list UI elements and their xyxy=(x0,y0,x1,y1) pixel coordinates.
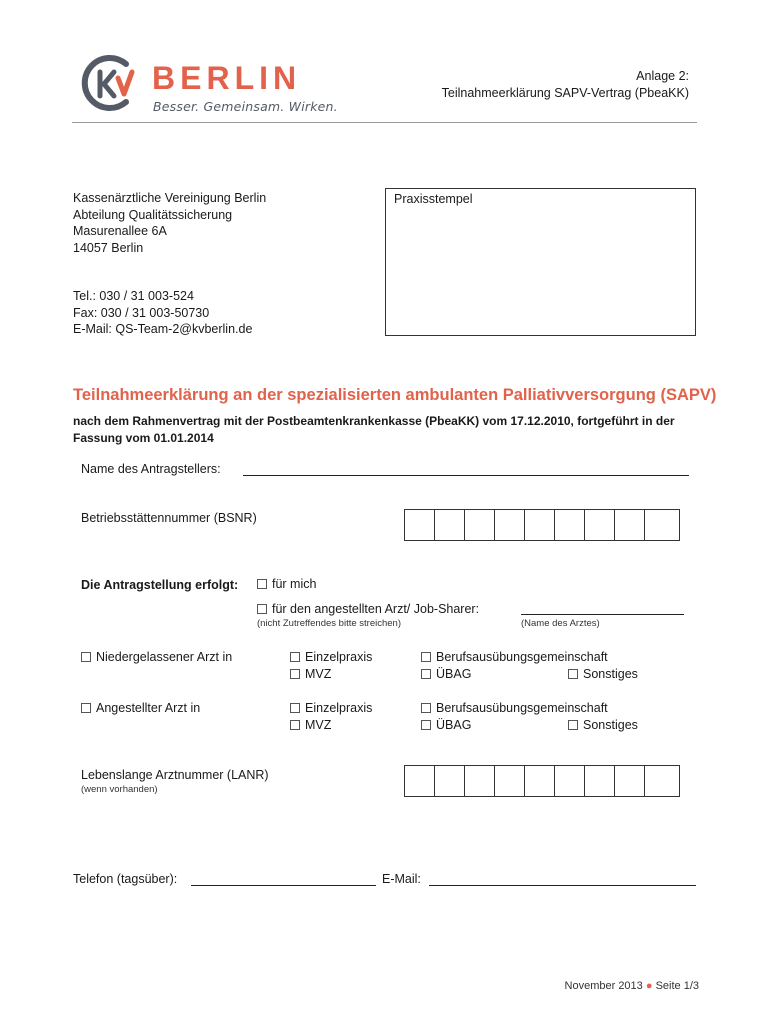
checkbox-bag-2[interactable] xyxy=(421,703,431,713)
bsnr-digit-box[interactable] xyxy=(645,510,675,540)
address-line: Masurenallee 6A xyxy=(73,224,167,238)
doctor-name-field[interactable] xyxy=(521,614,684,615)
lanr-digit-box[interactable] xyxy=(555,766,585,796)
address-line: Abteilung Qualitätssicherung xyxy=(73,207,233,222)
logo-wordmark: BERLIN xyxy=(152,60,302,96)
bsnr-digit-box[interactable] xyxy=(615,510,645,540)
footer-date: November 2013 xyxy=(564,980,643,992)
option-employed-label: für den angestellten Arzt/ Job-Sharer: xyxy=(272,602,480,616)
option-sonstiges-1[interactable] xyxy=(568,667,638,681)
lanr-note: (wenn vorhanden) xyxy=(81,784,158,795)
footer-page-number: Seite 1/3 xyxy=(655,980,699,992)
phone-number: Tel.: 030 / 31 003-524 xyxy=(73,289,194,303)
checkbox-bag-1[interactable] xyxy=(421,652,431,662)
option-mvz-1-label: MVZ xyxy=(305,667,332,681)
phone-field[interactable] xyxy=(191,885,376,886)
lanr-digit-box[interactable] xyxy=(435,766,465,796)
option-uebag-1[interactable] xyxy=(421,667,471,681)
footer-bullet-icon: ● xyxy=(645,980,653,992)
option-bag-1[interactable] xyxy=(421,650,608,664)
lanr-digit-boxes[interactable] xyxy=(404,765,680,797)
lanr-digit-box[interactable] xyxy=(495,766,525,796)
option-uebag-2[interactable] xyxy=(421,718,471,732)
lanr-digit-box[interactable] xyxy=(585,766,615,796)
applicant-name-field[interactable] xyxy=(243,475,689,476)
lanr-digit-box[interactable] xyxy=(525,766,555,796)
contact-block xyxy=(73,288,252,338)
option-bag-2[interactable] xyxy=(421,701,608,715)
checkbox-niedergelassen[interactable] xyxy=(81,652,91,662)
option-uebag-2-label: ÜBAG xyxy=(436,718,472,732)
checkbox-uebag-1[interactable] xyxy=(421,669,431,679)
checkbox-einzelpraxis-2[interactable] xyxy=(290,703,300,713)
bsnr-digit-box[interactable] xyxy=(495,510,525,540)
page-footer xyxy=(565,980,699,992)
lanr-digit-box[interactable] xyxy=(615,766,645,796)
bsnr-digit-boxes[interactable] xyxy=(404,509,680,541)
checkbox-sonstiges-1[interactable] xyxy=(568,669,578,679)
option-sonstiges-2-label: Sonstiges xyxy=(583,718,638,732)
address-line: Kassenärztliche Vereinigung Berlin xyxy=(73,191,267,205)
option-einzelpraxis-1[interactable] xyxy=(290,650,372,664)
option-uebag-1-label: ÜBAG xyxy=(436,667,472,681)
fax-number: Fax: 030 / 31 003-50730 xyxy=(73,305,210,320)
annex-line-1: Anlage 2: xyxy=(636,69,689,83)
checkbox-employed[interactable] xyxy=(257,604,267,614)
bsnr-digit-box[interactable] xyxy=(555,510,585,540)
applicant-name-label: Name des Antragstellers: xyxy=(81,462,221,476)
checkbox-mvz-1[interactable] xyxy=(290,669,300,679)
bsnr-label: Betriebsstättennummer (BSNR) xyxy=(81,511,257,525)
practice-stamp-label: Praxisstempel xyxy=(394,192,473,206)
option-mvz-1[interactable] xyxy=(290,667,331,681)
lanr-digit-box[interactable] xyxy=(405,766,435,796)
lanr-digit-box[interactable] xyxy=(465,766,495,796)
checkbox-angestellt[interactable] xyxy=(81,703,91,713)
annex-line-2: Teilnahmeerklärung SAPV-Vertrag (PbeaKK) xyxy=(441,86,689,100)
page-subtitle: nach dem Rahmenvertrag mit der Postbeamtenkrankenkasse (PbeaKK) vom 17.12.2010, fortgeführt in der Fassung vom 01.01.2014 xyxy=(73,414,675,445)
group-angestellt[interactable] xyxy=(81,701,200,715)
email-address: E-Mail: QS-Team-2@kvberlin.de xyxy=(73,322,253,336)
address-line: 14057 Berlin xyxy=(73,240,144,255)
option-employed[interactable] xyxy=(257,602,479,616)
bsnr-digit-box[interactable] xyxy=(405,510,435,540)
option-bag-1-label: Berufsausübungsgemeinschaft xyxy=(436,650,608,664)
checkbox-einzelpraxis-1[interactable] xyxy=(290,652,300,662)
annex-heading xyxy=(442,68,689,102)
option-self-label: für mich xyxy=(272,577,317,591)
option-mvz-2[interactable] xyxy=(290,718,331,732)
option-einzelpraxis-2-label: Einzelpraxis xyxy=(305,701,373,715)
logo-tagline: Besser. Gemeinsam. Wirken. xyxy=(153,99,338,114)
group-angestellt-label: Angestellter Arzt in xyxy=(96,701,201,715)
strike-note: (nicht Zutreffendes bitte streichen) xyxy=(257,618,401,629)
address-block xyxy=(73,190,266,256)
checkbox-sonstiges-2[interactable] xyxy=(568,720,578,730)
bsnr-digit-box[interactable] xyxy=(435,510,465,540)
group-niedergelassen-label: Niedergelassener Arzt in xyxy=(96,650,233,664)
page-title: Teilnahmeerklärung an der spezialisierten ambulanten Palliativversorgung (SAPV) xyxy=(73,386,717,404)
phone-label: Telefon (tagsüber): xyxy=(73,872,178,886)
header-divider xyxy=(72,122,697,123)
practice-stamp-box[interactable] xyxy=(385,188,696,336)
email-label: E-Mail: xyxy=(382,872,421,886)
lanr-label: Lebenslange Arztnummer (LANR) xyxy=(81,768,269,782)
option-self[interactable] xyxy=(257,577,316,591)
option-einzelpraxis-1-label: Einzelpraxis xyxy=(305,650,373,664)
bsnr-digit-box[interactable] xyxy=(465,510,495,540)
lanr-digit-box[interactable] xyxy=(645,766,675,796)
application-label: Die Antragstellung erfolgt: xyxy=(81,578,239,592)
option-einzelpraxis-2[interactable] xyxy=(290,701,372,715)
bsnr-digit-box[interactable] xyxy=(525,510,555,540)
checkbox-self[interactable] xyxy=(257,579,267,589)
option-sonstiges-1-label: Sonstiges xyxy=(583,667,638,681)
option-mvz-2-label: MVZ xyxy=(305,718,332,732)
option-sonstiges-2[interactable] xyxy=(568,718,638,732)
kv-logo-icon xyxy=(80,54,138,112)
bsnr-digit-box[interactable] xyxy=(585,510,615,540)
checkbox-mvz-2[interactable] xyxy=(290,720,300,730)
doctor-name-note: (Name des Arztes) xyxy=(521,618,600,629)
email-field[interactable] xyxy=(429,885,696,886)
group-niedergelassen[interactable] xyxy=(81,650,232,664)
option-bag-2-label: Berufsausübungsgemeinschaft xyxy=(436,701,608,715)
checkbox-uebag-2[interactable] xyxy=(421,720,431,730)
